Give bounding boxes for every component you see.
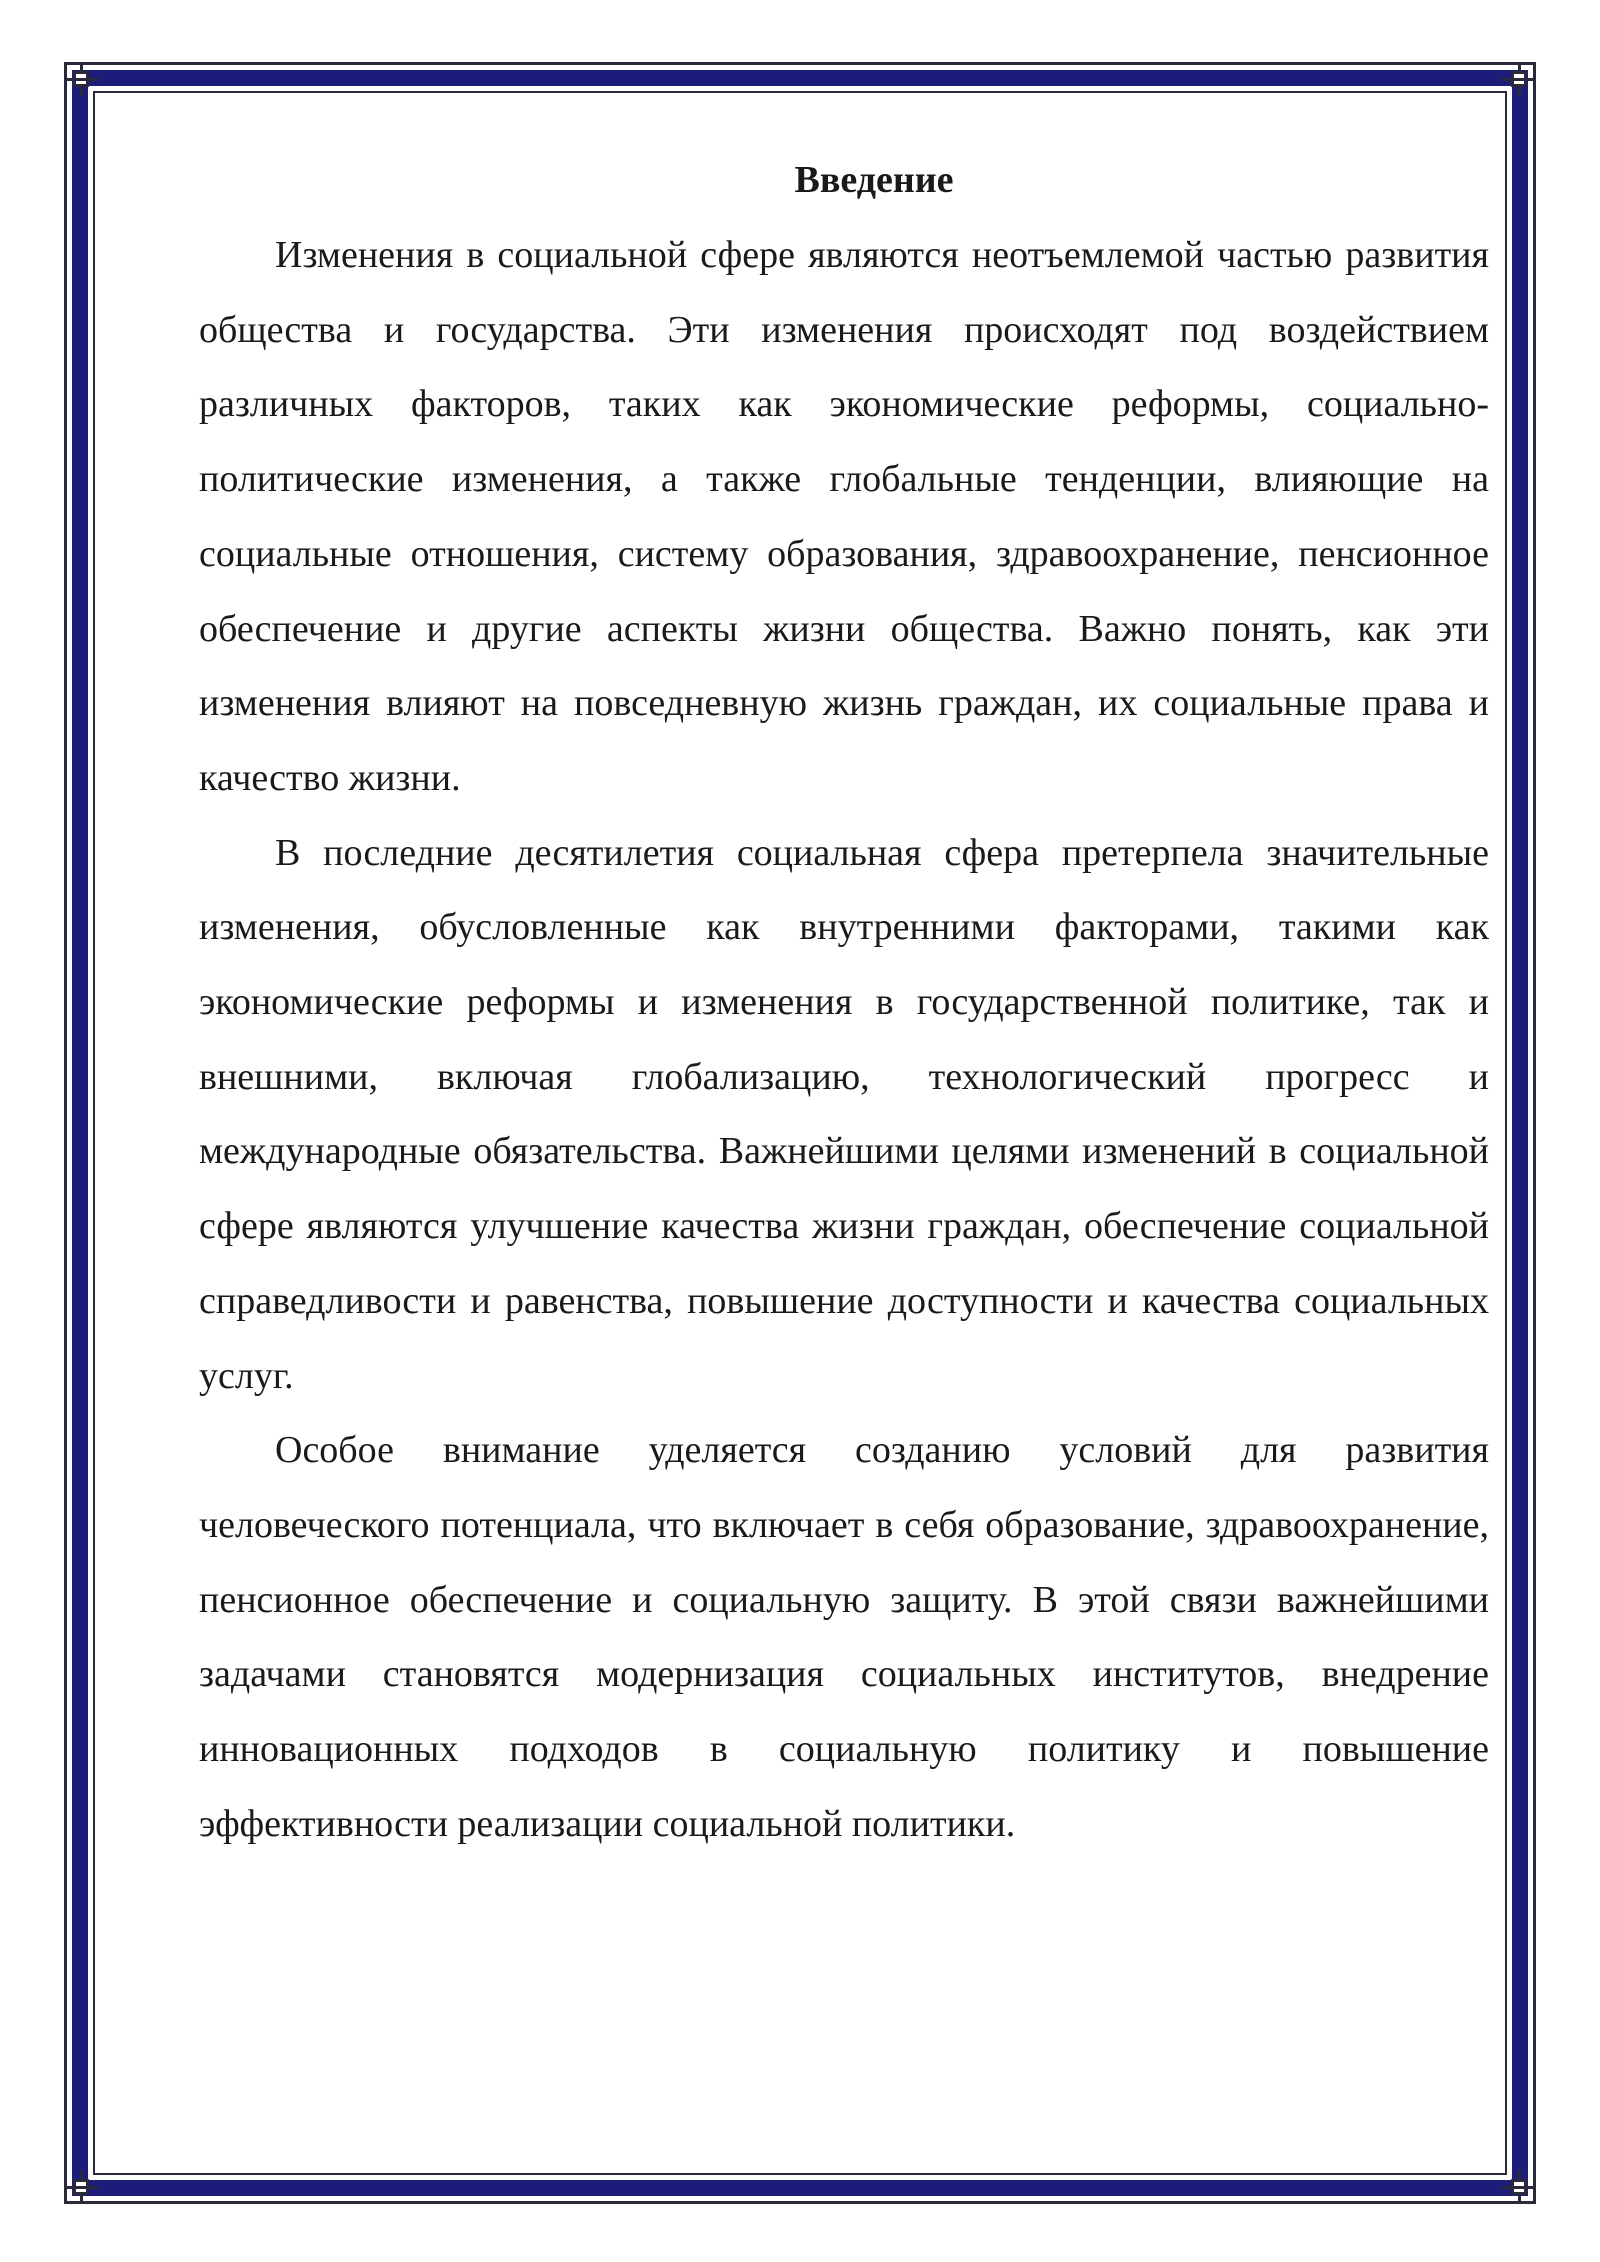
- frame-corner-ornament: [1502, 2170, 1536, 2204]
- page-title: Введение: [794, 159, 954, 201]
- frame-corner-ornament: [64, 2170, 98, 2204]
- paragraph-changes: В последние десятилетия социальная сфера претерпела значительные изменения, обусловленные как внутренними факторами, такими как экономические реформы и изменения в государственной политике, так и внешними, включая глобализацию, технологический прогресс и международные обязательства. Важнейшими целями изменений в социальной сфере являются улучшение качества жизни граждан, обеспечение социальной справедливости и равенства, повышение доступности и качества социальных услуг.: [199, 831, 1489, 1397]
- paragraph-human-potential: Особое внимание уделяется созданию условий для развития человеческого потенциала, что включает в себя образование, здравоохранение, пенсионное обеспечение и социальную защиту. В этой связи важнейшими задачами становятся модернизация социальных институтов, внедрение инновационных подходов в социальную политику и повышение эффективности реализации социальной политики.: [199, 1429, 1489, 1845]
- paragraph-intro: Изменения в социальной сфере являются неотъемлемой частью развития общества и государства. Эти изменения происходят под воздействием различных факторов, таких как экономические реформы, социально-политические изменения, а также глобальные тенденции, влияющие на социальные отношения, систему образования, здравоохранение, пенсионное обеспечение и другие аспекты жизни общества. Важно понять, как эти изменения влияют на повседневную жизнь граждан, их социальные права и качество жизни.: [199, 234, 1489, 799]
- frame-corner-ornament: [64, 62, 98, 96]
- document-body: [199, 148, 1489, 1861]
- frame-corner-ornament: [1502, 62, 1536, 96]
